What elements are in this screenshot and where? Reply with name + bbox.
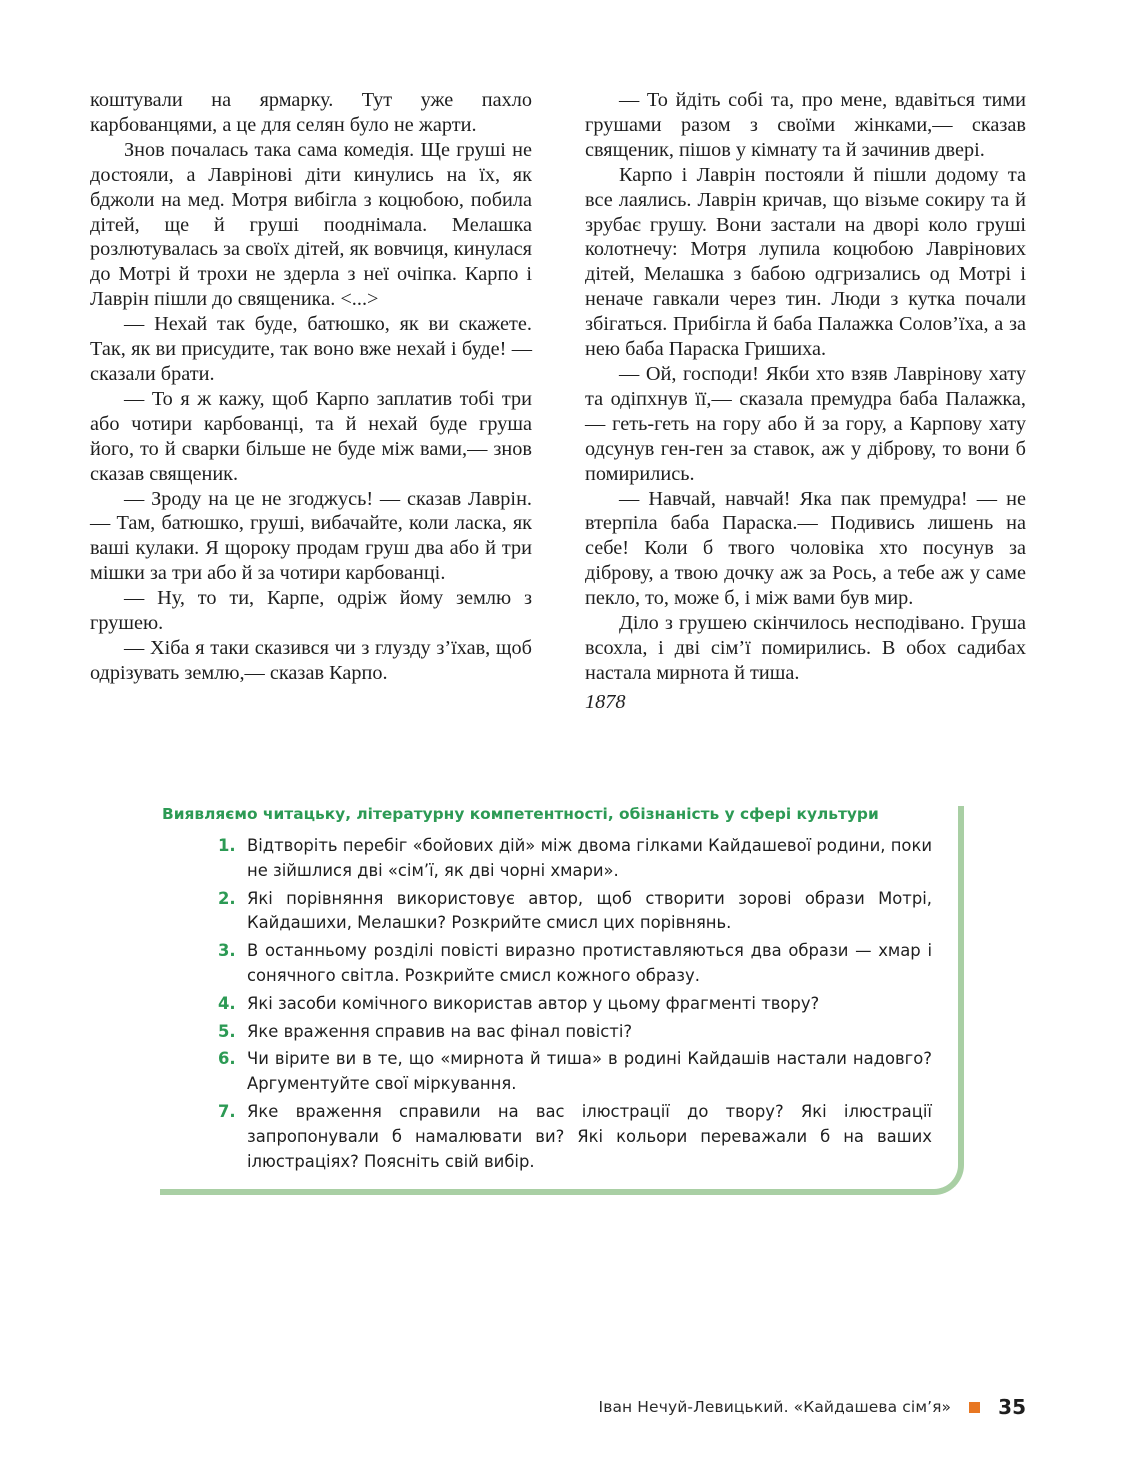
year-of-writing: 1878: [585, 690, 626, 713]
task-number: 1.: [218, 836, 236, 855]
task-text: Чи вірите ви в те, що «мирнота й тиша» в родині Кайдашів настали надовго? Аргументуйте свої міркування.: [247, 1049, 932, 1094]
task-number: 4.: [218, 993, 236, 1013]
task-number: 3.: [218, 941, 236, 961]
paragraph: — Ну, то ти, Карпе, одріж йому землю з грушею.: [90, 587, 532, 635]
tasks-list: [218, 834, 932, 1177]
running-title: Іван Нечуй-Левицький. «Кайдашева сім’я»: [598, 1398, 952, 1416]
task-text: В останньому розділі повісті виразно протиставляються два образи — хмар і сонячного світла. Розкрийте смисл кожного образу.: [247, 941, 932, 985]
task-number: 2.: [218, 888, 236, 908]
tasks-heading: Виявляємо читацьку, літературну компетентності, обізнаність у сфері культури: [162, 805, 879, 823]
paragraph: — То йдіть собі та, про мене, вдавіться тими грушами разом з своїми жінками,— сказав священик, пішов у кімнату та й зачинив двері.: [585, 89, 1026, 161]
task-item: [218, 1100, 932, 1174]
task-text: Які порівняння використовує автор, щоб створити зорові образи Мотрі, Кайдашихи, Мелашки? Розкрийте смисл цих порівнянь.: [247, 888, 932, 933]
page-number: 35: [998, 1395, 1026, 1419]
paragraph: Діло з грушею скінчилось несподівано. Груша всохла, і дві сім’ї помирились. В обох садибах настала мирнота й тиша.: [585, 612, 1026, 684]
paragraph: — Ой, господи! Якби хто взяв Лаврінову хату та одіпхнув її,— сказала премудра баба Палажка,— геть-геть на гору або й за гору, а Карпову хату одсунув ген-ген за ставок, аж у діброву, то вони б помирились.: [585, 362, 1026, 485]
paragraph: — Зроду на це не згоджусь! — сказав Лаврін.— Там, батюшко, груші, вибачайте, коли ласка, як ваші кулаки. Я щороку продам груш два або й три мішки за три або й за чотири карбованці.: [90, 487, 532, 585]
task-item: [218, 992, 932, 1017]
square-bullet-icon: [969, 1402, 980, 1413]
right-text-column: [585, 88, 1026, 715]
task-number: 5.: [218, 1021, 236, 1041]
paragraph: — Навчай, навчай! Яка пак премудра! — не втерпіла баба Параска.— Подивись лишень на себе! Коли б твого чоловіка хто посунув за діброву, а твою дочку аж за Рось, а тебе аж у саме пекло, то, може б, і між вами був мир.: [585, 487, 1026, 610]
task-text: Відтворіть перебіг «бойових дій» між двома гілками Кайдашевої родини, поки не зійшлися дві «сім’ї, як дві чорні хмари».: [247, 836, 932, 880]
task-item: [218, 939, 932, 989]
task-text: Яке враження справив на вас фінал повісті?: [247, 1021, 633, 1041]
task-item: [218, 834, 932, 884]
paragraph: Знов почалась така сама комедія. Ще груші не достояли, а Лаврінові діти кинулись на їх, як бджоли на мед. Мотря вибігла з коцюбою, побила дітей, ще й груші пооднімала. Мелашка розлютувалась за своїх дітей, як вовчиця, кинулася до Мотрі й трохи не здерла з неї очіпка. Карпо і Лаврін пішли до священика. <...>: [90, 138, 532, 311]
paragraph: коштували на ярмарку. Тут уже пахло карбованцями, а це для селян було не жарти.: [90, 89, 532, 136]
page-footer: [500, 1395, 1026, 1419]
task-item: [218, 887, 932, 937]
task-text: Які засоби комічного використав автор у цьому фрагменті твору?: [247, 993, 820, 1013]
task-text: Яке враження справили на вас ілюстрації до твору? Які ілюстрації запропонували б намалювати ви? Які кольори переважали б на ваших ілюстраціях? Поясніть свій вибір.: [247, 1101, 932, 1171]
task-item: [218, 1047, 932, 1097]
paragraph: — То я ж кажу, щоб Карпо заплатив тобі три або чотири карбованці, та й нехай буде груша його, то й сварки більше не буде між вами,— знов сказав священик.: [90, 387, 532, 485]
paragraph: — Нехай так буде, батюшко, як ви скажете. Так, як ви присудите, так воно вже нехай і буде! — сказали брати.: [90, 313, 532, 385]
paragraph: Карпо і Лаврін постояли й пішли додому та все лаялись. Лаврін кричав, що візьме сокиру та й зрубає грушу. Вони застали на дворі коло груші колотнечу: Мотря лупила коцюбою Лаврінових дітей, Мелашка з бабою одгризались од Мотрі і неначе гавкали через тин. Люди з кутка почали збігаться. Прибігла й баба Палажка Солов’їха, а за нею баба Параска Гришиха.: [585, 163, 1026, 361]
task-number: 7.: [218, 1101, 236, 1121]
paragraph: — Хіба я таки сказився чи з глузду з’їхав, щоб одрізувать землю,— сказав Карпо.: [90, 636, 532, 684]
left-text-column: [90, 88, 532, 686]
task-item: [218, 1020, 932, 1045]
task-number: 6.: [218, 1049, 236, 1069]
